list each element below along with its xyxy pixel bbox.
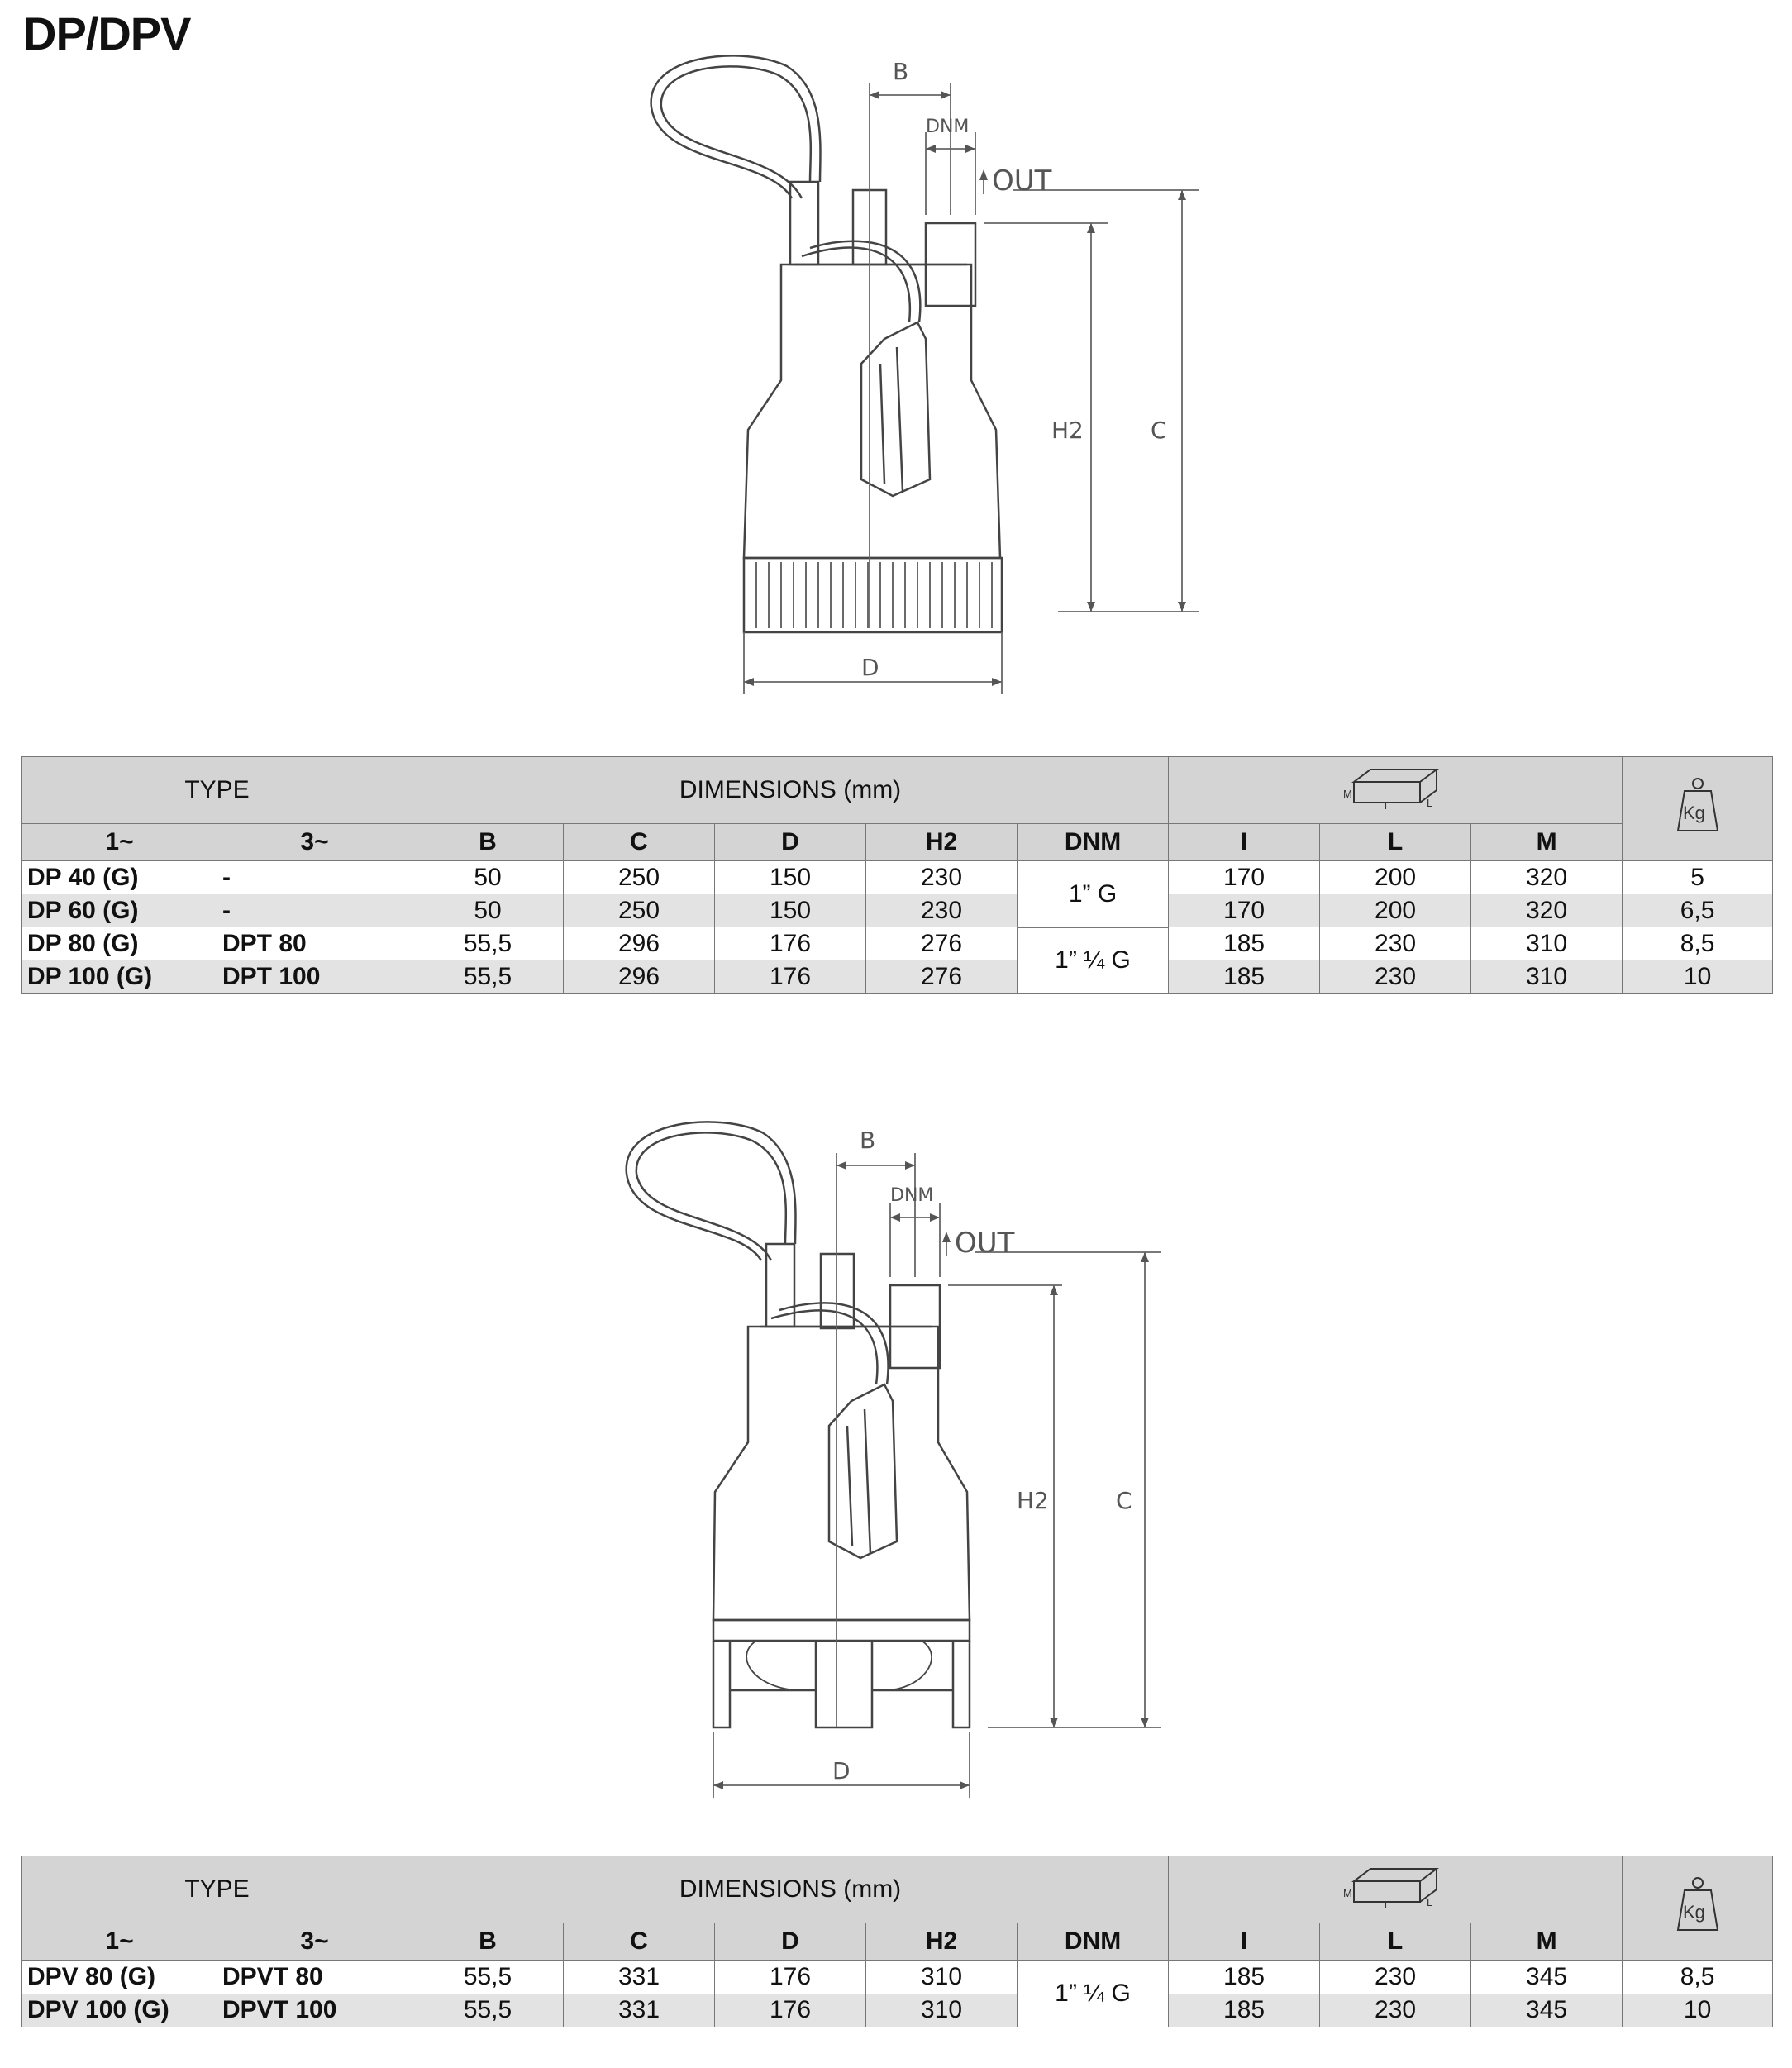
dim-label-c: C (1151, 417, 1167, 444)
col-m: M (1471, 824, 1623, 861)
cell-m: 320 (1471, 894, 1623, 927)
pump-drawing-dp (645, 50, 1240, 711)
page-title: DP/DPV (23, 7, 191, 60)
cell-model-1ph: DPV 100 (G) (22, 1994, 217, 2027)
col-d: D (715, 1923, 866, 1961)
col-l: L (1320, 1923, 1471, 1961)
cell-i: 170 (1169, 894, 1320, 927)
cell-kg: 6,5 (1623, 894, 1773, 927)
cell-l: 200 (1320, 861, 1471, 895)
type-header: TYPE (22, 757, 412, 824)
pump-drawing-dpv (624, 1120, 1219, 1798)
dimensions-header: DIMENSIONS (mm) (412, 757, 1169, 824)
package-label-i: I (1385, 802, 1388, 811)
dim-label-out: OUT (955, 1227, 1015, 1260)
cell-b: 55,5 (412, 1961, 564, 1994)
dim-label-d: D (861, 654, 879, 681)
cell-m: 345 (1471, 1994, 1623, 2027)
cell-l: 230 (1320, 1961, 1471, 1994)
table-row (22, 1961, 1773, 1994)
weight-kg-icon (1675, 776, 1721, 842)
dim-label-h2: H2 (1051, 417, 1084, 444)
cell-model-1ph: DP 80 (G) (22, 927, 217, 960)
cell-i: 170 (1169, 861, 1320, 895)
table-row (22, 960, 1773, 994)
col-single-phase: 1~ (22, 824, 217, 861)
col-h2: H2 (866, 824, 1018, 861)
cell-kg: 5 (1623, 861, 1773, 895)
cell-i: 185 (1169, 1961, 1320, 1994)
cell-dnm: 1” ¼ G (1018, 1961, 1169, 2027)
weight-kg-icon (1675, 1875, 1721, 1942)
cell-model-3ph: DPT 80 (217, 927, 412, 960)
col-single-phase: 1~ (22, 1923, 217, 1961)
table-row (22, 1994, 1773, 2027)
cell-kg: 8,5 (1623, 1961, 1773, 1994)
package-header (1169, 1856, 1623, 1923)
cell-c: 331 (564, 1994, 715, 2027)
cell-c: 250 (564, 861, 715, 895)
cell-i: 185 (1169, 960, 1320, 994)
cell-m: 345 (1471, 1961, 1623, 1994)
package-label-m: M (1343, 788, 1352, 800)
cell-model-3ph: DPVT 100 (217, 1994, 412, 2027)
dim-label-b: B (893, 58, 909, 85)
col-h2: H2 (866, 1923, 1018, 1961)
dp-dimensions-table (21, 756, 1773, 994)
table-row (22, 927, 1773, 960)
cell-d: 176 (715, 960, 866, 994)
cell-c: 296 (564, 927, 715, 960)
col-b: B (412, 824, 564, 861)
weight-header (1623, 1856, 1773, 1961)
cell-c: 296 (564, 960, 715, 994)
cell-model-3ph: DPVT 80 (217, 1961, 412, 1994)
table-row (22, 894, 1773, 927)
cell-kg: 8,5 (1623, 927, 1773, 960)
cell-model-1ph: DP 60 (G) (22, 894, 217, 927)
cell-h2: 230 (866, 861, 1018, 895)
cell-d: 150 (715, 861, 866, 895)
cell-h2: 310 (866, 1961, 1018, 1994)
cell-m: 320 (1471, 861, 1623, 895)
cell-d: 150 (715, 894, 866, 927)
package-label-m: M (1343, 1887, 1352, 1899)
cell-h2: 310 (866, 1994, 1018, 2027)
col-m: M (1471, 1923, 1623, 1961)
cell-l: 230 (1320, 960, 1471, 994)
cell-dnm: 1” G (1018, 861, 1169, 928)
col-dnm: DNM (1018, 1923, 1169, 1961)
cell-m: 310 (1471, 960, 1623, 994)
cell-c: 250 (564, 894, 715, 927)
col-dnm: DNM (1018, 824, 1169, 861)
weight-header (1623, 757, 1773, 861)
dim-label-c: C (1116, 1487, 1132, 1514)
cell-b: 55,5 (412, 960, 564, 994)
cell-d: 176 (715, 1994, 866, 2027)
cell-c: 331 (564, 1961, 715, 1994)
cell-i: 185 (1169, 927, 1320, 960)
col-c: C (564, 824, 715, 861)
cell-dnm: 1” ¼ G (1018, 927, 1169, 994)
dim-label-out: OUT (992, 164, 1052, 198)
package-label-l: L (1427, 797, 1433, 809)
cell-kg: 10 (1623, 1994, 1773, 2027)
cell-h2: 276 (866, 927, 1018, 960)
cell-b: 55,5 (412, 1994, 564, 2027)
dim-label-d: D (832, 1757, 851, 1784)
cell-b: 55,5 (412, 927, 564, 960)
col-b: B (412, 1923, 564, 1961)
table-row (22, 861, 1773, 895)
dim-label-dnm: DNM (890, 1185, 934, 1206)
cell-d: 176 (715, 1961, 866, 1994)
col-d: D (715, 824, 866, 861)
cell-model-1ph: DP 40 (G) (22, 861, 217, 895)
weight-label: Kg (1682, 802, 1705, 823)
cell-model-1ph: DP 100 (G) (22, 960, 217, 994)
cell-model-3ph: - (217, 894, 412, 927)
cell-model-3ph: - (217, 861, 412, 895)
package-box-icon (1342, 761, 1449, 819)
package-label-i: I (1385, 1901, 1388, 1910)
dim-label-b: B (860, 1127, 876, 1154)
package-header (1169, 757, 1623, 824)
col-i: I (1169, 824, 1320, 861)
col-three-phase: 3~ (217, 1923, 412, 1961)
dim-label-h2: H2 (1017, 1487, 1049, 1514)
cell-model-1ph: DPV 80 (G) (22, 1961, 217, 1994)
type-header: TYPE (22, 1856, 412, 1923)
cell-b: 50 (412, 861, 564, 895)
cell-l: 230 (1320, 1994, 1471, 2027)
dim-label-dnm: DNM (926, 117, 970, 137)
weight-label: Kg (1682, 1901, 1705, 1923)
col-l: L (1320, 824, 1471, 861)
cell-h2: 276 (866, 960, 1018, 994)
col-c: C (564, 1923, 715, 1961)
cell-l: 200 (1320, 894, 1471, 927)
cell-d: 176 (715, 927, 866, 960)
dpv-dimensions-table (21, 1856, 1773, 2027)
col-three-phase: 3~ (217, 824, 412, 861)
cell-model-3ph: DPT 100 (217, 960, 412, 994)
cell-h2: 230 (866, 894, 1018, 927)
cell-i: 185 (1169, 1994, 1320, 2027)
cell-l: 230 (1320, 927, 1471, 960)
cell-b: 50 (412, 894, 564, 927)
package-label-l: L (1427, 1896, 1433, 1908)
package-box-icon (1342, 1861, 1449, 1918)
cell-kg: 10 (1623, 960, 1773, 994)
cell-m: 310 (1471, 927, 1623, 960)
dimensions-header: DIMENSIONS (mm) (412, 1856, 1169, 1923)
col-i: I (1169, 1923, 1320, 1961)
